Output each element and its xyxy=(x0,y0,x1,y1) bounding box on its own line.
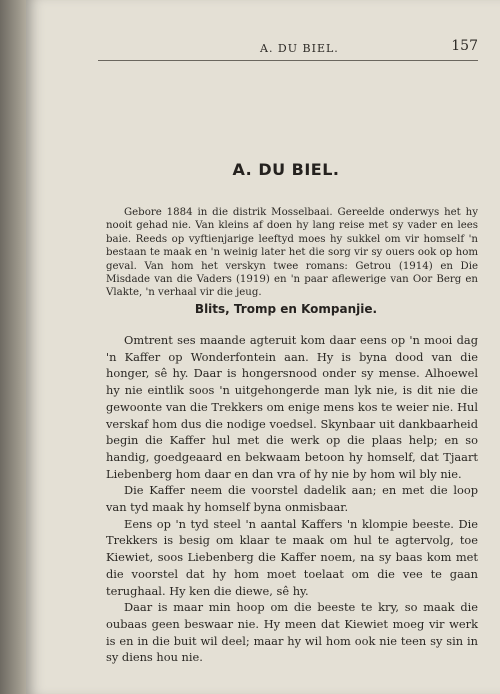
story-paragraph: Die Kaffer neem die voorstel dadelik aan; en met die loop van tyd maak hy homself byna onmisbaar. xyxy=(106,483,478,515)
story-paragraph: Eens op 'n tyd steel 'n aantal Kaffers 'n klompie beeste. Die Trekkers is besig om klaar te maak om hul te agtervolg, toe Kiewiet, soos Liebenberg die Kaffer noem, na sy baas kom met die voorstel dat hy hom moet toelaat om die vee te gaan terughaal. Hy ken die diewe, sê hy. xyxy=(106,516,478,598)
running-head xyxy=(98,38,478,61)
book-page xyxy=(26,0,500,694)
story-text xyxy=(106,332,478,666)
biography-paragraph: Gebore 1884 in die distrik Mosselbaai. Gereelde onderwys het hy nooit gehad nie. Van kleins af doen hy lang reise met sy vader en lees baie. Reeds op vyftienjarige leeftyd moes hy sukkel om vir homself 'n bestaan te maak en 'n weinig later het die sorg vir sy ouers ook op hom geval. Van hom het verskyn twee romans: Getrou (1914) en Die Misdade van die Vaders (1919) en 'n paar aflewerige van Oor Berg en Vlakte, 'n verhaal vir die jeug. xyxy=(106,207,478,299)
story-paragraph: Omtrent ses maande agteruit kom daar eens op 'n mooi dag 'n Kaffer op Wonderfontein aan. Hy is byna dood van die honger, sê hy. Daar is hongersnood onder sy mense. Alhoewel hy nie eintlik soos 'n uitgehongerde man lyk nie, is dit nie die gewoonte van die Trekkers om enige mens kos te weier nie. Hul verskaf hom dus die nodige voedsel. Skynbaar uit dankbaarheid begin die Kaffer hul met die werk op die plaas help; en so handig, goedgeaard en bekwaam betoon hy homself, dat Tjaart Liebenberg hom daar en dan vra of hy nie by hom wil bly nie. xyxy=(106,333,478,481)
story-title: Blits, Tromp en Kompanjie. xyxy=(194,302,378,316)
chapter-title: A. DU BIEL. xyxy=(232,160,340,179)
page-number: 157 xyxy=(451,38,478,54)
author-biography xyxy=(106,206,478,300)
running-head-title: A. DU BIEL. xyxy=(260,42,339,55)
story-paragraph: Daar is maar min hoop om die beeste te kry, so maak die oubaas geen beswaar nie. Hy meen dat Kiewiet moeg vir werk is en in die buit wil deel; maar hy wil hom ook nie teen sy sin in sy diens hou nie. xyxy=(106,600,478,665)
